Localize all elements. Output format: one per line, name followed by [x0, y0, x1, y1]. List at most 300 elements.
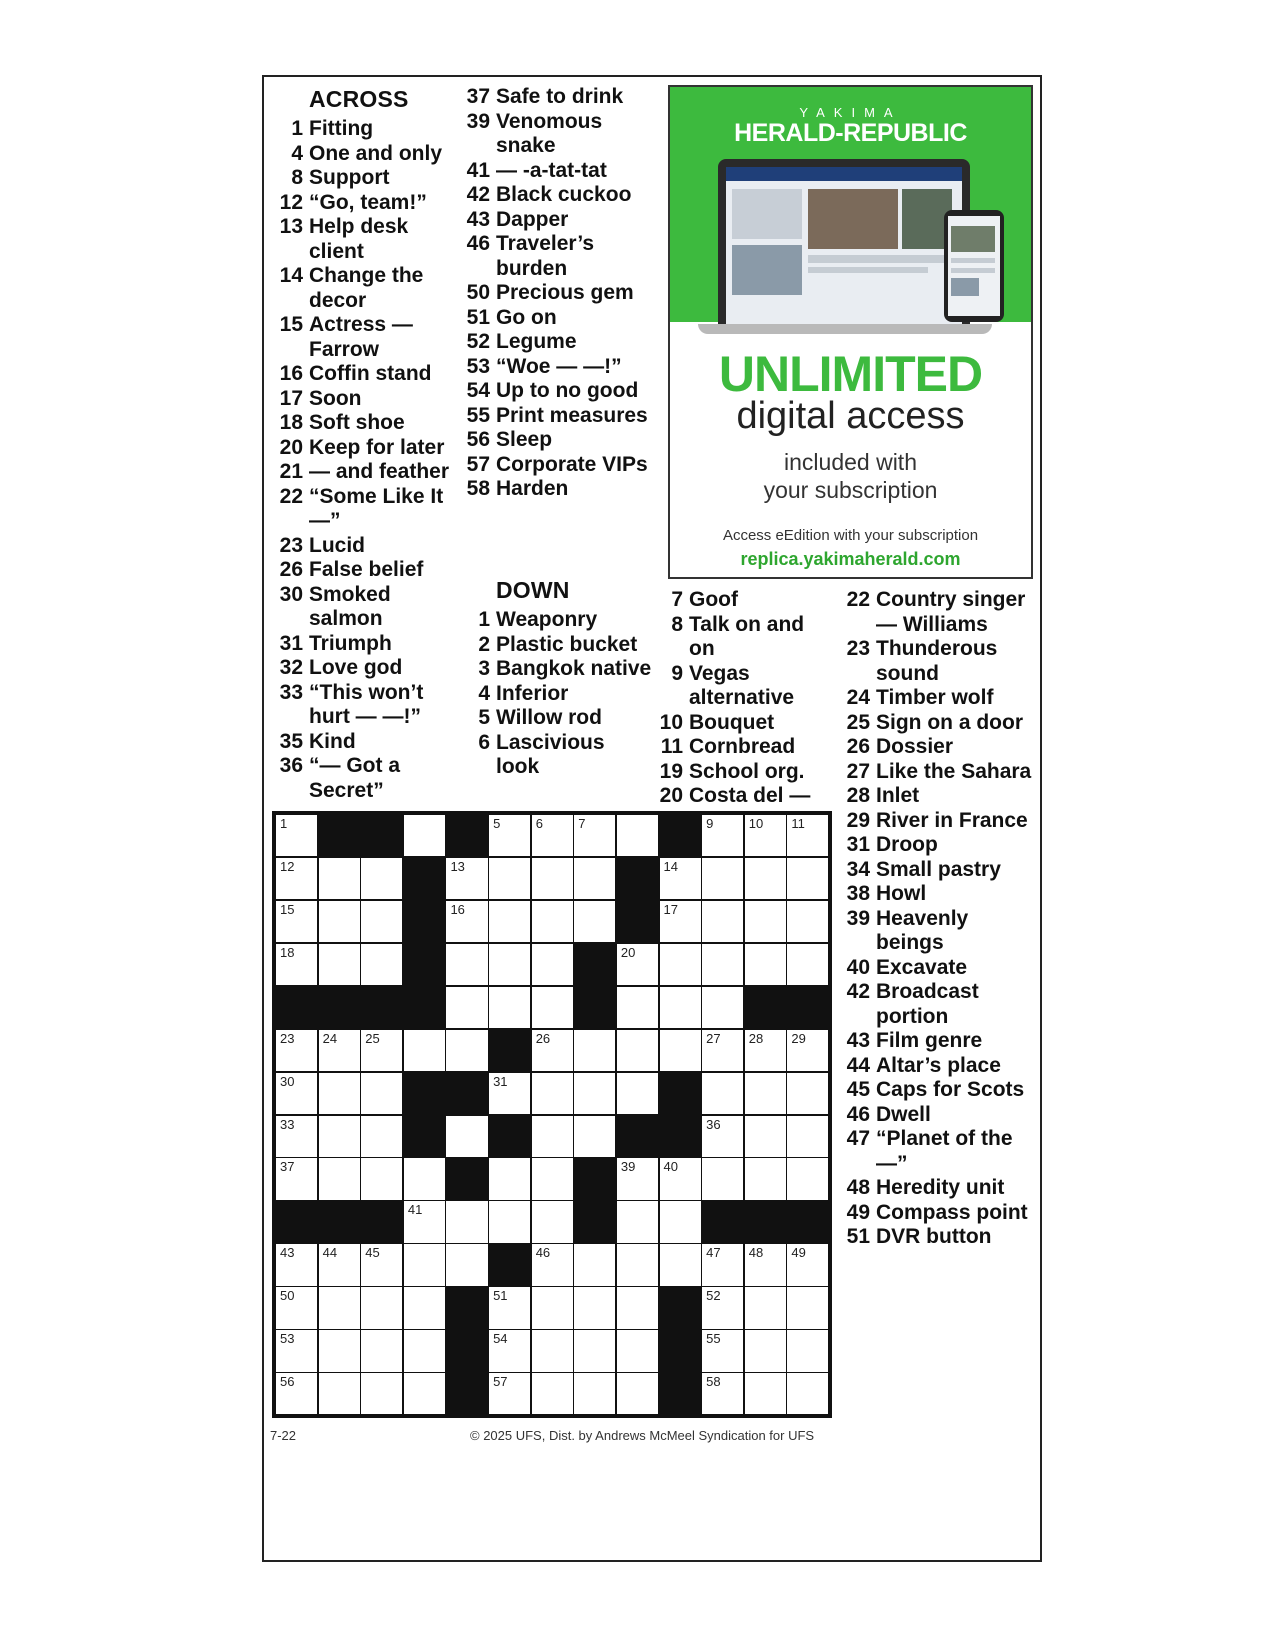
square-number: 25 [365, 1030, 380, 1046]
grid-square[interactable] [318, 1372, 361, 1415]
grid-square[interactable] [659, 943, 702, 986]
clue-text: — -a-tat-tat [496, 158, 607, 182]
clue-number: 8 [671, 612, 683, 636]
clue-item [462, 706, 652, 731]
grid-square[interactable] [616, 943, 659, 986]
grid-square[interactable] [531, 1329, 574, 1372]
grid-square[interactable] [573, 1243, 616, 1286]
grid-block [445, 1329, 488, 1372]
grid-square[interactable] [488, 943, 531, 986]
grid-square[interactable] [701, 1072, 744, 1115]
laptop-image [718, 159, 970, 324]
grid-square[interactable] [659, 1200, 702, 1243]
grid-square[interactable] [445, 900, 488, 943]
grid-square[interactable] [318, 900, 361, 943]
grid-square[interactable] [318, 1286, 361, 1329]
square-number: 18 [280, 944, 295, 960]
grid-square[interactable] [573, 1286, 616, 1329]
clue-number: 50 [466, 281, 490, 304]
clue-number: 11 [660, 735, 683, 758]
grid-square[interactable] [531, 1243, 574, 1286]
clue-text: Go on [496, 305, 557, 329]
clue-item [842, 1176, 1032, 1201]
grid-block [786, 1200, 829, 1243]
clue-number: 17 [279, 386, 303, 410]
grid-block [573, 1157, 616, 1200]
grid-square[interactable] [786, 1372, 829, 1415]
clue-number: 42 [466, 183, 490, 206]
clue-text: Support [309, 166, 390, 189]
clue-number: 16 [279, 362, 303, 385]
grid-square[interactable] [445, 1115, 488, 1158]
grid-square[interactable] [786, 814, 829, 857]
grid-square[interactable] [701, 857, 744, 900]
grid-square[interactable] [786, 1029, 829, 1072]
grid-square[interactable] [531, 857, 574, 900]
grid-square[interactable] [531, 1200, 574, 1243]
clue-text: “Go, team!” [309, 190, 427, 214]
ad-subheadline: digital access [736, 395, 965, 437]
grid-square[interactable] [701, 1029, 744, 1072]
clue-text: Venomous snake [496, 109, 603, 157]
grid-square[interactable] [275, 1115, 318, 1158]
grid-square[interactable] [488, 814, 531, 857]
square-number: 16 [450, 901, 465, 917]
grid-block [445, 1072, 488, 1115]
grid-square[interactable] [573, 1372, 616, 1415]
clue-number: 4 [478, 681, 490, 705]
grid-square[interactable] [531, 1372, 574, 1415]
clue-number: 37 [466, 85, 490, 108]
clue-item [462, 85, 652, 110]
grid-block [445, 1372, 488, 1415]
clue-item [275, 656, 455, 681]
clue-item [275, 681, 455, 730]
clue-item [655, 711, 835, 736]
grid-square[interactable] [573, 900, 616, 943]
clue-item [462, 379, 652, 404]
grid-square[interactable] [744, 857, 787, 900]
clue-number: 39 [466, 109, 490, 133]
clue-text: Harden [496, 477, 569, 500]
square-number: 29 [791, 1030, 806, 1046]
grid-square[interactable] [360, 1115, 403, 1158]
grid-block [488, 1029, 531, 1072]
clue-item [275, 362, 455, 387]
grid-square[interactable] [488, 857, 531, 900]
grid-block [573, 986, 616, 1029]
grid-square[interactable] [573, 1329, 616, 1372]
clue-item [462, 731, 652, 780]
clue-text: “This won’t hurt — —!” [309, 680, 424, 728]
clue-item [275, 387, 455, 412]
clue-item [462, 477, 652, 502]
grid-square[interactable] [445, 986, 488, 1029]
clue-text: Plastic bucket [496, 632, 638, 656]
clue-text: Droop [876, 833, 938, 856]
grid-square[interactable] [318, 1029, 361, 1072]
clue-number: 1 [291, 117, 303, 140]
clue-text: Thunderous sound [876, 637, 998, 685]
grid-square[interactable] [360, 1157, 403, 1200]
grid-block [659, 1372, 702, 1415]
grid-square[interactable] [275, 1029, 318, 1072]
grid-square[interactable] [318, 1243, 361, 1286]
clue-item [842, 711, 1032, 736]
clue-text: “Woe — —!” [496, 354, 622, 378]
grid-square[interactable] [488, 1329, 531, 1372]
clue-item [462, 608, 652, 633]
grid-square[interactable] [744, 1029, 787, 1072]
grid-square[interactable] [573, 1029, 616, 1072]
clue-item [842, 1127, 1032, 1176]
grid-square[interactable] [616, 1072, 659, 1115]
square-number: 49 [791, 1245, 806, 1261]
grid-square[interactable] [531, 814, 574, 857]
grid-block [616, 900, 659, 943]
clue-number: 25 [846, 710, 870, 734]
grid-square[interactable] [318, 857, 361, 900]
grid-square[interactable] [360, 1286, 403, 1329]
clue-text: Goof [689, 588, 738, 611]
clue-number: 41 [466, 158, 490, 182]
clue-text: Broadcast portion [876, 980, 979, 1028]
clue-item [462, 633, 652, 658]
clue-number: 22 [279, 484, 303, 508]
clue-number: 48 [846, 1176, 870, 1199]
grid-square[interactable] [488, 1200, 531, 1243]
grid-block [275, 1200, 318, 1243]
square-number: 1 [280, 816, 288, 831]
grid-square[interactable] [786, 1157, 829, 1200]
clue-item [275, 142, 455, 167]
clue-number: 2 [478, 632, 490, 656]
grid-square[interactable] [403, 1372, 446, 1415]
square-number: 41 [407, 1202, 423, 1218]
grid-square[interactable] [744, 1243, 787, 1286]
grid-square[interactable] [445, 857, 488, 900]
down-heading: DOWN [496, 577, 570, 603]
clue-number: 54 [466, 379, 490, 402]
grid-square[interactable] [744, 1115, 787, 1158]
grid-block [659, 814, 702, 857]
grid-square[interactable] [275, 814, 318, 857]
grid-square[interactable] [616, 1286, 659, 1329]
clue-text: Bouquet [689, 710, 775, 734]
grid-square[interactable] [403, 1243, 446, 1286]
ad-url-link[interactable]: replica.yakimaherald.com [740, 549, 961, 569]
clue-text: Excavate [876, 955, 968, 979]
grid-square[interactable] [403, 1286, 446, 1329]
clue-item [842, 760, 1032, 785]
clue-item [275, 313, 455, 362]
grid-square[interactable] [616, 1029, 659, 1072]
clue-number: 23 [846, 637, 870, 660]
grid-block [318, 986, 361, 1029]
grid-square[interactable] [616, 1372, 659, 1415]
grid-square[interactable] [403, 814, 446, 857]
clue-number: 1 [478, 608, 490, 631]
clue-text: Vegas alternative [689, 661, 795, 709]
clue-item [842, 980, 1032, 1029]
clue-number: 53 [466, 354, 490, 378]
grid-square[interactable] [659, 986, 702, 1029]
grid-square[interactable] [403, 1200, 446, 1243]
clue-number: 7 [671, 588, 683, 611]
grid-square[interactable] [275, 1329, 318, 1372]
grid-square[interactable] [701, 986, 744, 1029]
clue-number: 9 [671, 661, 683, 685]
grid-square[interactable] [786, 1286, 829, 1329]
grid-square[interactable] [488, 900, 531, 943]
clue-item [842, 1054, 1032, 1079]
grid-square[interactable] [318, 1157, 361, 1200]
grid-square[interactable] [744, 1372, 787, 1415]
grid-square[interactable] [701, 814, 744, 857]
clue-text: Small pastry [876, 857, 1001, 881]
grid-square[interactable] [360, 857, 403, 900]
grid-square[interactable] [701, 1286, 744, 1329]
grid-square[interactable] [275, 1157, 318, 1200]
clue-item [462, 208, 652, 233]
square-number: 27 [706, 1030, 721, 1046]
clue-number: 43 [846, 1029, 870, 1052]
clue-number: 36 [279, 754, 303, 777]
clue-text: Legume [496, 330, 577, 353]
grid-square[interactable] [318, 1329, 361, 1372]
clue-item [842, 1078, 1032, 1103]
grid-block [360, 1200, 403, 1243]
clue-item [842, 1103, 1032, 1128]
grid-square[interactable] [659, 1029, 702, 1072]
clue-number: 13 [279, 215, 303, 238]
clue-number: 51 [466, 305, 490, 329]
grid-square[interactable] [531, 986, 574, 1029]
across-clues-column-1 [275, 85, 455, 803]
grid-square[interactable] [275, 1286, 318, 1329]
square-number: 31 [493, 1073, 508, 1089]
grid-square[interactable] [786, 943, 829, 986]
grid-square[interactable] [275, 900, 318, 943]
subscription-ad[interactable] [668, 85, 1033, 579]
grid-square[interactable] [275, 857, 318, 900]
grid-square[interactable] [531, 1029, 574, 1072]
grid-square[interactable] [659, 900, 702, 943]
grid-square[interactable] [275, 1243, 318, 1286]
grid-square[interactable] [403, 1029, 446, 1072]
clue-item [842, 858, 1032, 883]
grid-square[interactable] [531, 1072, 574, 1115]
clue-text: Actress — Farrow [309, 313, 413, 361]
grid-square[interactable] [531, 1115, 574, 1158]
clue-text: Heavenly beings [876, 906, 969, 954]
clue-item [275, 558, 455, 583]
ad-line-3: your subscription [763, 477, 938, 503]
clue-text: Inferior [496, 681, 569, 705]
grid-square[interactable] [445, 1200, 488, 1243]
grid-square[interactable] [445, 943, 488, 986]
clue-text: DVR button [876, 1225, 992, 1248]
clue-number: 23 [279, 533, 303, 557]
clue-item [275, 436, 455, 461]
grid-square[interactable] [616, 1243, 659, 1286]
grid-square[interactable] [573, 1072, 616, 1115]
grid-square[interactable] [616, 1157, 659, 1200]
grid-square[interactable] [701, 1372, 744, 1415]
clue-number: 26 [846, 735, 870, 758]
grid-square[interactable] [488, 1372, 531, 1415]
grid-block [403, 986, 446, 1029]
grid-square[interactable] [275, 943, 318, 986]
clue-item [842, 784, 1032, 809]
grid-square[interactable] [616, 1329, 659, 1372]
grid-square[interactable] [360, 943, 403, 986]
grid-block [318, 1200, 361, 1243]
clue-item [655, 588, 835, 613]
grid-square[interactable] [744, 1329, 787, 1372]
clue-text: One and only [309, 141, 443, 165]
clue-number: 28 [846, 784, 870, 807]
square-number: 10 [748, 816, 764, 831]
clue-item [275, 485, 455, 534]
grid-square[interactable] [360, 1029, 403, 1072]
grid-square[interactable] [488, 1157, 531, 1200]
square-number: 47 [706, 1245, 721, 1261]
grid-square[interactable] [488, 986, 531, 1029]
grid-square[interactable] [616, 814, 659, 857]
square-number: 44 [322, 1245, 338, 1261]
grid-square[interactable] [531, 900, 574, 943]
square-number: 40 [663, 1159, 678, 1175]
clue-text: Howl [876, 882, 927, 905]
grid-square[interactable] [488, 1286, 531, 1329]
clue-number: 8 [291, 166, 303, 189]
grid-square[interactable] [318, 1072, 361, 1115]
grid-square[interactable] [318, 1115, 361, 1158]
grid-square[interactable] [573, 1115, 616, 1158]
grid-square[interactable] [318, 943, 361, 986]
grid-block [616, 1115, 659, 1158]
clue-item [275, 411, 455, 436]
grid-square[interactable] [531, 1157, 574, 1200]
grid-square[interactable] [531, 943, 574, 986]
clue-text: Precious gem [496, 281, 634, 304]
clue-item [842, 637, 1032, 686]
grid-square[interactable] [360, 1243, 403, 1286]
clue-text: Love god [309, 656, 403, 679]
square-number: 48 [748, 1245, 764, 1261]
square-number: 50 [280, 1288, 295, 1304]
clue-item [462, 428, 652, 453]
grid-square[interactable] [744, 1286, 787, 1329]
clue-text: Traveler’s burden [496, 232, 595, 280]
clue-item [275, 191, 455, 216]
grid-block [616, 857, 659, 900]
grid-square[interactable] [573, 857, 616, 900]
grid-block [488, 1243, 531, 1286]
down-clues-column-2 [655, 588, 835, 809]
grid-square[interactable] [701, 943, 744, 986]
grid-square[interactable] [744, 1072, 787, 1115]
grid-square[interactable] [275, 1072, 318, 1115]
crossword-grid[interactable] [272, 811, 832, 1418]
clue-text: “Some Like It —” [309, 484, 444, 532]
grid-square[interactable] [786, 1072, 829, 1115]
grid-square[interactable] [786, 900, 829, 943]
grid-square[interactable] [701, 1243, 744, 1286]
clue-text: Fitting [309, 117, 374, 140]
grid-square[interactable] [616, 1200, 659, 1243]
clue-number: 32 [279, 656, 303, 679]
grid-square[interactable] [744, 1157, 787, 1200]
grid-square[interactable] [701, 900, 744, 943]
grid-square[interactable] [403, 1157, 446, 1200]
grid-square[interactable] [445, 1243, 488, 1286]
grid-square[interactable] [573, 814, 616, 857]
clue-item [275, 730, 455, 755]
grid-square[interactable] [360, 1072, 403, 1115]
grid-square[interactable] [360, 1372, 403, 1415]
clue-number: 15 [279, 313, 303, 336]
grid-square[interactable] [360, 900, 403, 943]
clue-number: 51 [846, 1225, 870, 1248]
grid-square[interactable] [786, 857, 829, 900]
clue-number: 45 [846, 1078, 870, 1101]
clue-item [842, 1225, 1032, 1250]
grid-block [275, 986, 318, 1029]
grid-square[interactable] [445, 1029, 488, 1072]
clue-number: 27 [846, 759, 870, 783]
clue-item [275, 534, 455, 559]
clue-number: 24 [846, 686, 870, 709]
grid-square[interactable] [360, 1329, 403, 1372]
grid-square[interactable] [786, 1115, 829, 1158]
clue-text: Altar’s place [876, 1053, 1001, 1077]
clue-item [275, 632, 455, 657]
square-number: 7 [578, 816, 586, 831]
grid-square[interactable] [531, 1286, 574, 1329]
clue-item [275, 583, 455, 632]
grid-square[interactable] [659, 1157, 702, 1200]
square-number: 51 [493, 1288, 508, 1304]
grid-square[interactable] [744, 900, 787, 943]
clue-text: Weaponry [496, 608, 598, 631]
grid-square[interactable] [701, 1115, 744, 1158]
grid-square[interactable] [701, 1157, 744, 1200]
clue-text: Keep for later [309, 435, 445, 459]
grid-square[interactable] [744, 943, 787, 986]
grid-square[interactable] [275, 1372, 318, 1415]
clue-text: Lucid [309, 533, 365, 557]
grid-square[interactable] [744, 814, 787, 857]
grid-square[interactable] [786, 1329, 829, 1372]
grid-square[interactable] [488, 1072, 531, 1115]
clue-text: Triumph [309, 631, 392, 655]
grid-block [403, 1072, 446, 1115]
clue-number: 33 [279, 680, 303, 704]
grid-square[interactable] [701, 1329, 744, 1372]
clue-number: 49 [846, 1200, 870, 1224]
grid-block [573, 1200, 616, 1243]
square-number: 53 [280, 1331, 295, 1347]
grid-square[interactable] [786, 1243, 829, 1286]
ad-brand-logo: HERALD-REPUBLIC [734, 119, 967, 147]
grid-square[interactable] [659, 857, 702, 900]
grid-square[interactable] [403, 1329, 446, 1372]
grid-square[interactable] [616, 986, 659, 1029]
ad-line-2: included with [784, 449, 917, 475]
grid-square[interactable] [659, 1243, 702, 1286]
